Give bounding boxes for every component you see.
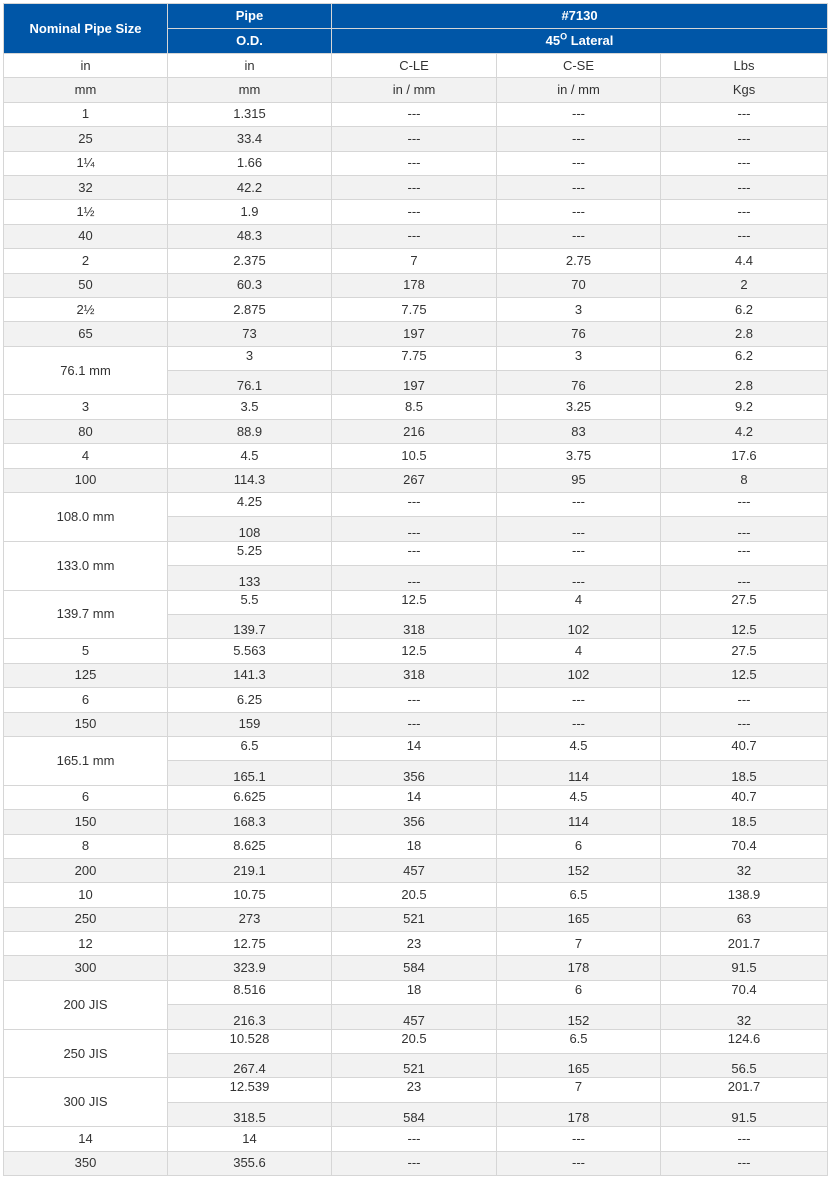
- table-row: [4, 297, 828, 321]
- table-row: [4, 663, 828, 687]
- value-cell: ---: [332, 200, 497, 224]
- value-cell: ---: [661, 1151, 828, 1175]
- value-cell: 178: [497, 956, 661, 980]
- value-cell: 2.75: [497, 249, 661, 273]
- nominal-size-cell: 250 JIS: [4, 1029, 168, 1078]
- value-cell: ---: [497, 566, 661, 590]
- value-cell: 7.75: [332, 297, 497, 321]
- nominal-size-cell: 1½: [4, 200, 168, 224]
- value-cell: 201.7: [661, 1078, 828, 1102]
- value-cell: ---: [332, 493, 497, 517]
- unit-cell: in: [4, 54, 168, 78]
- value-cell: 7: [497, 1078, 661, 1102]
- value-cell: 18: [332, 980, 497, 1004]
- value-cell: 201.7: [661, 932, 828, 956]
- value-cell: 1.9: [168, 200, 332, 224]
- value-cell: 159: [168, 712, 332, 736]
- nominal-size-cell: 12: [4, 932, 168, 956]
- nominal-size-cell: 125: [4, 663, 168, 687]
- value-cell: 20.5: [332, 1029, 497, 1053]
- table-row: [4, 175, 828, 199]
- unit-cell: in: [168, 54, 332, 78]
- value-cell: 76: [497, 322, 661, 346]
- nominal-size-cell: 76.1 mm: [4, 346, 168, 395]
- table-row: [4, 639, 828, 663]
- value-cell: 356: [332, 761, 497, 785]
- model-header: #7130: [332, 4, 828, 29]
- table-row: [4, 932, 828, 956]
- table-row: [4, 444, 828, 468]
- value-cell: ---: [332, 566, 497, 590]
- unit-cell: C-SE: [497, 54, 661, 78]
- value-cell: 114.3: [168, 468, 332, 492]
- value-cell: 216: [332, 419, 497, 443]
- table-row: [4, 1127, 828, 1151]
- value-cell: 12.5: [661, 663, 828, 687]
- nominal-size-cell: 150: [4, 810, 168, 834]
- value-cell: ---: [661, 493, 828, 517]
- value-cell: 178: [497, 1102, 661, 1126]
- value-cell: 48.3: [168, 224, 332, 248]
- value-cell: 6.625: [168, 785, 332, 809]
- value-cell: 273: [168, 907, 332, 931]
- value-cell: 323.9: [168, 956, 332, 980]
- value-cell: 356: [332, 810, 497, 834]
- table-row: [4, 834, 828, 858]
- value-cell: ---: [661, 517, 828, 541]
- value-cell: 6.5: [168, 736, 332, 760]
- value-cell: 4: [497, 639, 661, 663]
- value-cell: 8.516: [168, 980, 332, 1004]
- nominal-size-cell: 2½: [4, 297, 168, 321]
- value-cell: 1.66: [168, 151, 332, 175]
- nominal-size-cell: 165.1 mm: [4, 736, 168, 785]
- value-cell: 318: [332, 663, 497, 687]
- value-cell: ---: [497, 151, 661, 175]
- value-cell: 4.4: [661, 249, 828, 273]
- value-cell: 27.5: [661, 590, 828, 614]
- table-row: [4, 785, 828, 809]
- table-row: [4, 736, 828, 760]
- nominal-size-cell: 8: [4, 834, 168, 858]
- value-cell: 40.7: [661, 785, 828, 809]
- value-cell: 6.2: [661, 297, 828, 321]
- value-cell: 10.528: [168, 1029, 332, 1053]
- value-cell: 60.3: [168, 273, 332, 297]
- nominal-size-cell: 25: [4, 127, 168, 151]
- value-cell: ---: [661, 102, 828, 126]
- value-cell: ---: [332, 175, 497, 199]
- nominal-size-cell: 14: [4, 1127, 168, 1151]
- table-row: [4, 956, 828, 980]
- table-row: [4, 151, 828, 175]
- value-cell: 27.5: [661, 639, 828, 663]
- nominal-size-cell: 100: [4, 468, 168, 492]
- value-cell: ---: [661, 200, 828, 224]
- value-cell: 23: [332, 932, 497, 956]
- value-cell: 318.5: [168, 1102, 332, 1126]
- nominal-size-cell: 5: [4, 639, 168, 663]
- value-cell: 216.3: [168, 1005, 332, 1029]
- table-row: [4, 346, 828, 370]
- value-cell: ---: [661, 127, 828, 151]
- value-cell: 17.6: [661, 444, 828, 468]
- unit-cell: C-LE: [332, 54, 497, 78]
- value-cell: 2.375: [168, 249, 332, 273]
- value-cell: 5.563: [168, 639, 332, 663]
- value-cell: 76.1: [168, 371, 332, 395]
- value-cell: 165: [497, 1054, 661, 1078]
- value-cell: ---: [332, 102, 497, 126]
- value-cell: ---: [497, 175, 661, 199]
- value-cell: ---: [497, 1151, 661, 1175]
- nominal-size-cell: 1: [4, 102, 168, 126]
- nominal-size-cell: 250: [4, 907, 168, 931]
- table-row: [4, 395, 828, 419]
- value-cell: 83: [497, 419, 661, 443]
- nominal-size-cell: 40: [4, 224, 168, 248]
- value-cell: 457: [332, 858, 497, 882]
- value-cell: 12.5: [661, 614, 828, 638]
- value-cell: ---: [661, 151, 828, 175]
- value-cell: ---: [332, 1127, 497, 1151]
- value-cell: 152: [497, 858, 661, 882]
- value-cell: 14: [168, 1127, 332, 1151]
- value-cell: 73: [168, 322, 332, 346]
- value-cell: 5.25: [168, 541, 332, 565]
- value-cell: 165: [497, 907, 661, 931]
- value-cell: ---: [332, 541, 497, 565]
- value-cell: 1.315: [168, 102, 332, 126]
- value-cell: 3.5: [168, 395, 332, 419]
- nominal-size-cell: 50: [4, 273, 168, 297]
- value-cell: 70.4: [661, 980, 828, 1004]
- value-cell: 95: [497, 468, 661, 492]
- value-cell: 267: [332, 468, 497, 492]
- unit-cell: in / mm: [332, 78, 497, 102]
- unit-cell: mm: [4, 78, 168, 102]
- value-cell: 3.25: [497, 395, 661, 419]
- value-cell: ---: [497, 127, 661, 151]
- pipe-spec-table: [3, 3, 828, 1176]
- value-cell: 102: [497, 663, 661, 687]
- value-cell: ---: [332, 127, 497, 151]
- value-cell: ---: [497, 517, 661, 541]
- value-cell: ---: [661, 175, 828, 199]
- value-cell: 9.2: [661, 395, 828, 419]
- value-cell: 138.9: [661, 883, 828, 907]
- value-cell: 3: [168, 346, 332, 370]
- value-cell: 2.8: [661, 322, 828, 346]
- value-cell: 4.5: [168, 444, 332, 468]
- nominal-size-cell: 133.0 mm: [4, 541, 168, 590]
- table-row: [4, 1151, 828, 1175]
- table-row: [4, 468, 828, 492]
- value-cell: 14: [332, 736, 497, 760]
- value-cell: 4.5: [497, 736, 661, 760]
- table-row: [4, 883, 828, 907]
- value-cell: 5.5: [168, 590, 332, 614]
- value-cell: 7: [497, 932, 661, 956]
- value-cell: 10.5: [332, 444, 497, 468]
- value-cell: 32: [661, 858, 828, 882]
- value-cell: ---: [497, 712, 661, 736]
- value-cell: 197: [332, 322, 497, 346]
- value-cell: ---: [661, 224, 828, 248]
- value-cell: 91.5: [661, 956, 828, 980]
- lateral-header: $45^O$ Lateral: [332, 29, 828, 54]
- value-cell: 6.5: [497, 1029, 661, 1053]
- value-cell: ---: [497, 102, 661, 126]
- value-cell: 6.25: [168, 688, 332, 712]
- value-cell: ---: [497, 493, 661, 517]
- value-cell: 521: [332, 907, 497, 931]
- value-cell: 4: [497, 590, 661, 614]
- value-cell: 4.25: [168, 493, 332, 517]
- nominal-size-cell: 200 JIS: [4, 980, 168, 1029]
- value-cell: 8.5: [332, 395, 497, 419]
- value-cell: 70: [497, 273, 661, 297]
- unit-cell: mm: [168, 78, 332, 102]
- nominal-size-cell: 300 JIS: [4, 1078, 168, 1127]
- value-cell: 219.1: [168, 858, 332, 882]
- value-cell: ---: [497, 1127, 661, 1151]
- value-cell: 521: [332, 1054, 497, 1078]
- value-cell: 18.5: [661, 761, 828, 785]
- value-cell: 584: [332, 1102, 497, 1126]
- table-row: [4, 224, 828, 248]
- value-cell: 3.75: [497, 444, 661, 468]
- od-header: O.D.: [168, 29, 332, 54]
- value-cell: 152: [497, 1005, 661, 1029]
- nominal-size-cell: 6: [4, 688, 168, 712]
- value-cell: ---: [661, 541, 828, 565]
- unit-cell: in / mm: [497, 78, 661, 102]
- value-cell: 12.75: [168, 932, 332, 956]
- table-row: [4, 907, 828, 931]
- value-cell: 124.6: [661, 1029, 828, 1053]
- value-cell: 584: [332, 956, 497, 980]
- pipe-header: Pipe: [168, 4, 332, 29]
- value-cell: 18.5: [661, 810, 828, 834]
- value-cell: 4.5: [497, 785, 661, 809]
- value-cell: 355.6: [168, 1151, 332, 1175]
- value-cell: 4.2: [661, 419, 828, 443]
- table-row: [4, 273, 828, 297]
- value-cell: 88.9: [168, 419, 332, 443]
- value-cell: 42.2: [168, 175, 332, 199]
- value-cell: 12.5: [332, 639, 497, 663]
- value-cell: 70.4: [661, 834, 828, 858]
- table-row: [4, 541, 828, 565]
- value-cell: ---: [661, 688, 828, 712]
- value-cell: 114: [497, 810, 661, 834]
- value-cell: ---: [661, 566, 828, 590]
- value-cell: 141.3: [168, 663, 332, 687]
- value-cell: ---: [497, 200, 661, 224]
- table-row: [4, 200, 828, 224]
- value-cell: 91.5: [661, 1102, 828, 1126]
- value-cell: 56.5: [661, 1054, 828, 1078]
- nominal-size-cell: 150: [4, 712, 168, 736]
- table-row: [4, 590, 828, 614]
- value-cell: ---: [661, 1127, 828, 1151]
- table-row: [4, 980, 828, 1004]
- nominal-size-cell: 10: [4, 883, 168, 907]
- nominal-size-cell: 300: [4, 956, 168, 980]
- nominal-size-cell: 6: [4, 785, 168, 809]
- value-cell: 10.75: [168, 883, 332, 907]
- nominal-size-cell: 108.0 mm: [4, 493, 168, 542]
- unit-cell: Lbs: [661, 54, 828, 78]
- value-cell: 40.7: [661, 736, 828, 760]
- value-cell: 14: [332, 785, 497, 809]
- table-row: [4, 712, 828, 736]
- units-row-mm: [4, 78, 828, 102]
- value-cell: ---: [497, 224, 661, 248]
- units-row-in: [4, 54, 828, 78]
- table-row: [4, 127, 828, 151]
- nominal-size-cell: 350: [4, 1151, 168, 1175]
- nominal-size-cell: 65: [4, 322, 168, 346]
- value-cell: 3: [497, 346, 661, 370]
- table-row: [4, 858, 828, 882]
- value-cell: 32: [661, 1005, 828, 1029]
- table-body: [4, 54, 828, 1176]
- value-cell: 33.4: [168, 127, 332, 151]
- value-cell: 7.75: [332, 346, 497, 370]
- table-row: [4, 102, 828, 126]
- value-cell: ---: [661, 712, 828, 736]
- value-cell: 114: [497, 761, 661, 785]
- value-cell: 12.539: [168, 1078, 332, 1102]
- value-cell: 8: [661, 468, 828, 492]
- nominal-size-cell: 32: [4, 175, 168, 199]
- value-cell: 102: [497, 614, 661, 638]
- table-row: [4, 1029, 828, 1053]
- table-header: [4, 4, 828, 54]
- nominal-size-cell: 200: [4, 858, 168, 882]
- value-cell: 6.2: [661, 346, 828, 370]
- value-cell: 12.5: [332, 590, 497, 614]
- nominal-size-cell: 3: [4, 395, 168, 419]
- value-cell: 139.7: [168, 614, 332, 638]
- unit-cell: Kgs: [661, 78, 828, 102]
- nominal-size-cell: 1¼: [4, 151, 168, 175]
- value-cell: 165.1: [168, 761, 332, 785]
- value-cell: 6: [497, 980, 661, 1004]
- value-cell: 197: [332, 371, 497, 395]
- value-cell: 7: [332, 249, 497, 273]
- value-cell: 457: [332, 1005, 497, 1029]
- value-cell: 23: [332, 1078, 497, 1102]
- value-cell: 20.5: [332, 883, 497, 907]
- value-cell: 6.5: [497, 883, 661, 907]
- nominal-pipe-size-header: Nominal Pipe Size: [4, 4, 168, 54]
- value-cell: 18: [332, 834, 497, 858]
- table-row: [4, 688, 828, 712]
- value-cell: ---: [497, 541, 661, 565]
- value-cell: 63: [661, 907, 828, 931]
- table-row: [4, 419, 828, 443]
- value-cell: ---: [332, 1151, 497, 1175]
- value-cell: ---: [332, 688, 497, 712]
- value-cell: 8.625: [168, 834, 332, 858]
- value-cell: 2.875: [168, 297, 332, 321]
- table-row: [4, 1078, 828, 1102]
- value-cell: 108: [168, 517, 332, 541]
- nominal-size-cell: 80: [4, 419, 168, 443]
- nominal-size-cell: 139.7 mm: [4, 590, 168, 639]
- value-cell: 318: [332, 614, 497, 638]
- table-row: [4, 493, 828, 517]
- nominal-size-cell: 4: [4, 444, 168, 468]
- value-cell: 267.4: [168, 1054, 332, 1078]
- value-cell: ---: [497, 688, 661, 712]
- value-cell: ---: [332, 712, 497, 736]
- value-cell: 76: [497, 371, 661, 395]
- value-cell: ---: [332, 151, 497, 175]
- value-cell: ---: [332, 224, 497, 248]
- value-cell: ---: [332, 517, 497, 541]
- nominal-size-cell: 2: [4, 249, 168, 273]
- value-cell: 168.3: [168, 810, 332, 834]
- value-cell: 6: [497, 834, 661, 858]
- table-row: [4, 249, 828, 273]
- value-cell: 2.8: [661, 371, 828, 395]
- table-row: [4, 810, 828, 834]
- value-cell: 178: [332, 273, 497, 297]
- value-cell: 133: [168, 566, 332, 590]
- value-cell: 3: [497, 297, 661, 321]
- value-cell: 2: [661, 273, 828, 297]
- table-row: [4, 322, 828, 346]
